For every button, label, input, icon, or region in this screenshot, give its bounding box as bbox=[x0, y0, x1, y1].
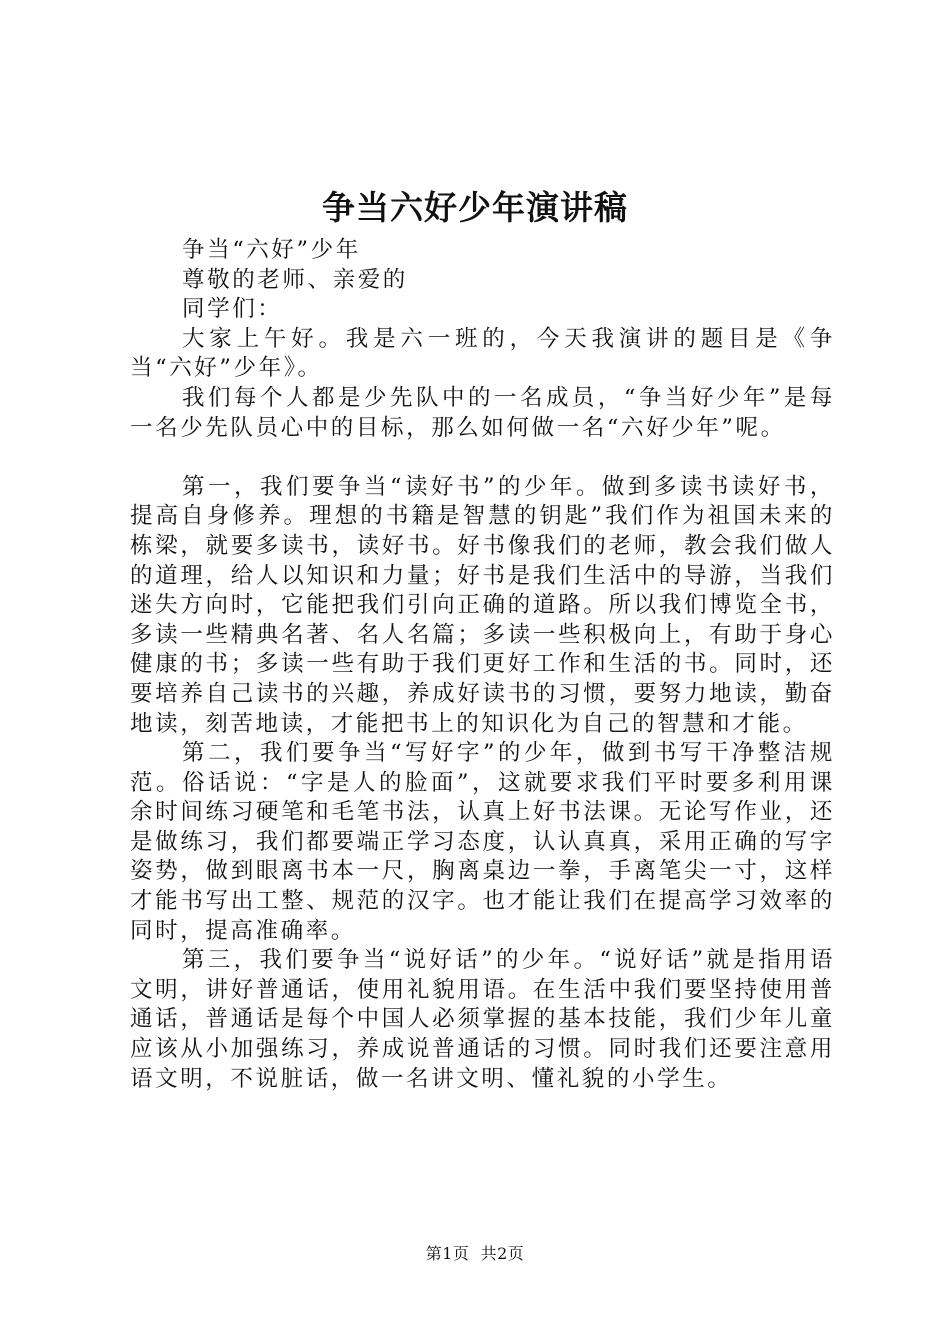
document-title: 争当六好少年演讲稿 bbox=[322, 188, 628, 227]
document-body bbox=[130, 236, 835, 1094]
paragraph: 我们每个人都是少先队中的一名成员，“争当好少年”是每一名少先队员心中的目标，那么如何做一名“六好少年”呢。 bbox=[130, 384, 835, 441]
paragraph: 第三，我们要争当“说好话”的少年。“说好话”就是指用语文明，讲好普通话，使用礼貌用语。在生活中我们要坚持使用普通话，普通话是每个中国人必须掌握的基本技能，我们少年儿童应该从小加强练习，养成说普通话的习惯。同时我们还要注意用语文明，不说脏话，做一名讲文明、懂礼貌的小学生。 bbox=[130, 947, 835, 1092]
paragraph: 大家上午好。我是六一班的，今天我演讲的题目是《争当“六好”少年》。 bbox=[130, 325, 835, 382]
page-number: 第1页 共2页 bbox=[425, 1244, 525, 1263]
paragraph: 争当“六好”少年 bbox=[182, 237, 361, 263]
paragraph: 第二，我们要争当“写好字”的少年，做到书写干净整洁规范。俗话说：“字是人的脸面”，这就要求我们平时要多利用课余时间练习硬笔和毛笔书法，认真上好书法课。无论写作业，还是做练习，我们都要端正学习态度，认认真真，采用正确的写字姿势，做到眼离书本一尺，胸离桌边一拳，手离笔尖一寸，这样才能书写出工整、规范的汉字。也才能让我们在提高学习效率的同时，提高准确率。 bbox=[130, 740, 835, 944]
paragraph: 第一，我们要争当“读好书”的少年。做到多读书读好书，提高自身修养。理想的书籍是智慧的钥匙”我们作为祖国未来的栋梁，就要多读书，读好书。好书像我们的老师，教会我们做人的道理，给人以知识和力量；好书是我们生活中的导游，当我们迷失方向时，它能把我们引向正确的道路。所以我们博览全书，多读一些精典名著、名人名篇；多读一些积极向上，有助于身心健康的书；多读一些有助于我们更好工作和生活的书。同时，还要培养自己读书的兴趣，养成好读书的习惯，要努力地读，勤奋地读，刻苦地读，才能把书上的知识化为自己的智慧和才能。 bbox=[130, 473, 835, 737]
paragraph: 尊敬的老师、亲爱的 bbox=[182, 266, 408, 293]
page-footer bbox=[0, 1243, 950, 1265]
paragraph: 同学们： bbox=[182, 296, 283, 323]
